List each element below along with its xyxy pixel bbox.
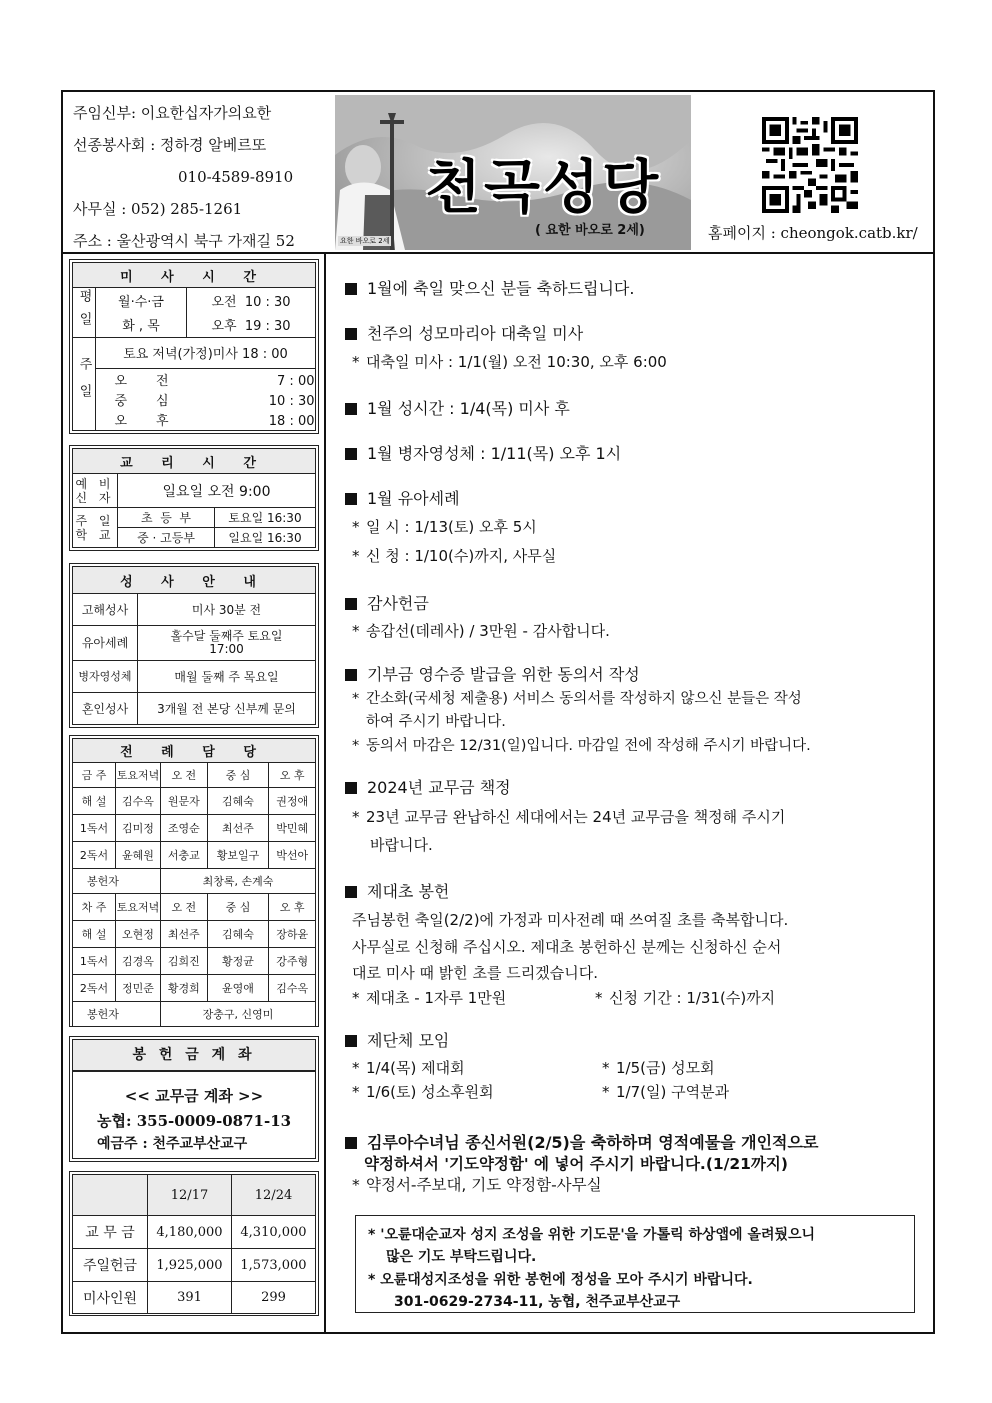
stats-value: 1,925,000 (148, 1249, 232, 1282)
pastor: 주임신부: 이요한십자가의요한 (73, 104, 272, 122)
news-line: * 대축일 미사 : 1/1(월) 오전 10:30, 오후 6:00 (352, 353, 667, 371)
account-heading: << 교무금 계좌 >> (124, 1087, 264, 1105)
mass-times-title: 미 사 시 간 (73, 263, 316, 288)
star-icon: * (352, 691, 360, 707)
news-sick-communion: 1월 병자영성체 : 1/11(목) 오후 1시 (345, 441, 621, 464)
star-icon: * (352, 738, 360, 754)
news-line: 바랍니다. (370, 836, 433, 854)
notice-account: 301-0629-2734-11, 농협, 천주교부산교구 (394, 1294, 681, 1310)
bullet-square-icon (345, 598, 357, 610)
liturgy-col-header: 중 심 (207, 894, 269, 921)
sunday-mass-time: 7 : 00 (277, 373, 315, 389)
liturgy-col-header: 토요저녁 (116, 894, 161, 921)
news-line: * 일 시 : 1/13(토) 오후 5시 (352, 518, 537, 536)
liturgy-cell: 김미정 (116, 815, 161, 842)
liturgy-col-header: 오 전 (161, 894, 208, 921)
liturgy-col-header: 오 후 (269, 894, 316, 921)
offering-label: 봉헌자 (73, 869, 161, 894)
offering-account-title-bar (72, 1039, 316, 1071)
banner-caption: 요한 바오로 2세 (340, 237, 390, 245)
liturgy-cell: 황보일구 (207, 842, 269, 869)
star-icon: * (602, 1083, 610, 1101)
school-group: 초 등 부 (118, 508, 215, 528)
sunday-mass-time: 10 : 30 (268, 394, 315, 409)
school-time: 토요일 16:30 (215, 508, 316, 528)
liturgy-role: 2독서 (73, 975, 116, 1002)
liturgy-cell: 장하윤 (269, 921, 316, 948)
liturgy-cell: 최선주 (161, 921, 208, 948)
stats-label: 미사인원 (73, 1282, 148, 1314)
news-paragraph: 주님봉헌 축일(2/2)에 가정과 미사전례 때 쓰여질 초를 축복합니다. (352, 911, 789, 929)
catechumen-label: 예 비 신 자 (73, 474, 118, 508)
liturgy-cell: 정민준 (116, 975, 161, 1002)
liturgy-cell: 조영순 (161, 815, 208, 842)
news-infant-baptism: 1월 유아세례 (345, 486, 460, 509)
stats-label: 교 무 금 (73, 1216, 148, 1249)
stats-value: 4,180,000 (148, 1216, 232, 1249)
liturgy-cell: 오현정 (116, 921, 161, 948)
star-icon: * (352, 808, 360, 826)
liturgy-cell: 박민혜 (269, 815, 316, 842)
weekday-days: 월·수·금 (96, 288, 187, 313)
news-line: * 1/7(일) 구역분과 (602, 1083, 730, 1101)
bullet-square-icon (345, 328, 357, 340)
patron-subtitle: ( 요한 바오로 2세) (535, 223, 645, 238)
church-name: 천곡성당 (425, 153, 662, 221)
liturgy-cell: 황경희 (161, 975, 208, 1002)
sacrament-info: 미사 30분 전 (138, 594, 316, 626)
weekday-label: 평일 (73, 288, 96, 337)
school-group: 중 · 고등부 (118, 528, 215, 548)
liturgy-role: 해 설 (73, 921, 116, 948)
catechism-title: 교 리 시 간 (73, 449, 316, 474)
notice-line: 많은 기도 부탁드립니다. (386, 1249, 537, 1265)
liturgy-col-header: 오 전 (161, 763, 208, 788)
star-icon: * (352, 622, 360, 640)
service-leader: 선종봉사회 : 정하경 알베르또 (73, 136, 267, 154)
bullet-square-icon (345, 283, 357, 295)
sunday-school-label: 주 일 학 교 (73, 508, 118, 548)
star-icon: * (352, 353, 360, 371)
star-icon: * (352, 547, 360, 565)
sacrament-info: 홀수달 둘째주 토요일 17:00 (138, 626, 316, 660)
offering-account-title: 봉 헌 금 계 좌 (132, 1047, 256, 1063)
stats-date: 12/24 (232, 1175, 316, 1216)
liturgy-title: 전 례 담 당 (73, 739, 316, 763)
liturgy-cell: 김수옥 (269, 975, 316, 1002)
star-icon: * (352, 1059, 360, 1077)
liturgy-cell: 윤영애 (207, 975, 269, 1002)
news-donation-receipt: 기부금 영수증 발급을 위한 동의서 작성 (345, 662, 640, 685)
news-paragraph: 대로 미사 때 밝힌 초를 드리겠습니다. (352, 964, 598, 982)
star-icon: * (352, 518, 360, 536)
sunday-mass-name: 오 전 (114, 373, 169, 389)
stats-value: 391 (148, 1282, 232, 1314)
news-line: 하여 주시기 바랍니다. (366, 714, 506, 730)
stats-value: 1,573,000 (232, 1249, 316, 1282)
sunday-label: 주일 (73, 337, 96, 430)
bullet-square-icon (345, 448, 357, 460)
star-icon: * (595, 989, 603, 1007)
news-solemnity: 천주의 성모마리아 대축일 미사 (345, 321, 583, 344)
liturgy-col-header: 금 주 (73, 763, 116, 788)
news-line: 약정하셔서 '기도약정함' 에 넣어 주시기 바랍니다.(1/21까지) (364, 1155, 788, 1173)
sacrament-name: 고해성사 (73, 594, 138, 626)
liturgy-cell: 김수옥 (116, 788, 161, 815)
account-holder: 예금주 : 천주교부산교구 (97, 1136, 248, 1152)
liturgy-cell: 원문자 (161, 788, 208, 815)
liturgy-role: 1독서 (73, 815, 116, 842)
liturgy-role: 2독서 (73, 842, 116, 869)
stats-date: 12/17 (148, 1175, 232, 1216)
liturgy-table (72, 738, 316, 1027)
saturday-evening-mass: 토요 저녁(가정)미사 18 : 00 (96, 337, 316, 369)
weekday-days: 화 , 목 (96, 312, 187, 337)
liturgy-cell: 서충교 (161, 842, 208, 869)
news-line: * 약정서-주보대, 기도 약정함-사무실 (352, 1176, 602, 1194)
mass-times-table (72, 262, 316, 431)
liturgy-cell: 윤혜원 (116, 842, 161, 869)
liturgy-col-header: 토요저녁 (116, 763, 161, 788)
news-thanks-offering: 감사헌금 (345, 591, 429, 614)
liturgy-col-header: 중 심 (207, 763, 269, 788)
news-line: * 제대초 - 1자루 1만원 (352, 989, 507, 1007)
sunday-mass-time: 18 : 00 (268, 414, 315, 430)
news-holy-hour: 1월 성시간 : 1/4(목) 미사 후 (345, 396, 570, 419)
liturgy-cell: 최선주 (207, 815, 269, 842)
news-line: * 신 청 : 1/10(수)까지, 사무실 (352, 547, 557, 565)
homepage-link[interactable]: 홈페이지 : cheongok.catb.kr/ (708, 224, 918, 242)
news-line: * 1/4(목) 제대회 (352, 1059, 465, 1077)
liturgy-cell: 강주형 (269, 948, 316, 975)
notice-line: * 오륜대성지조성을 위한 봉헌에 정성을 모아 주시기 바랍니다. (368, 1272, 753, 1288)
stats-value: 299 (232, 1282, 316, 1314)
news-line: * 송갑선(데레사) / 3만원 - 감사합니다. (352, 622, 610, 640)
news-line: * 1/5(금) 성모회 (602, 1059, 715, 1077)
news-line: * 1/6(토) 성소후원회 (352, 1083, 494, 1101)
news-birthday: 1월에 축일 맞으신 분들 축하드립니다. (345, 276, 634, 299)
star-icon: * (352, 989, 360, 1007)
sunday-mass-name: 중 심 (114, 394, 169, 409)
liturgy-cell: 김희진 (161, 948, 208, 975)
address: 주소 : 울산광역시 북구 가재길 52 (73, 232, 295, 250)
offering-names: 최창록, 손계숙 (161, 869, 316, 894)
church-info (73, 97, 328, 257)
notice-line: * '오륜대순교자 성지 조성을 위한 기도문'을 가톨릭 하상앱에 올려뒀으니 (368, 1227, 816, 1243)
star-icon: * (602, 1059, 610, 1077)
bullet-square-icon (345, 1035, 357, 1047)
catechism-table (72, 448, 316, 548)
news-final-vows: 김루아수녀님 종신서원(2/5)을 축하하며 영적예물을 개인적으로 (345, 1130, 818, 1153)
sacraments-title: 성 사 안 내 (73, 567, 316, 594)
offering-account-body (72, 1071, 316, 1159)
office-phone: 사무실 : 052) 285-1261 (73, 200, 243, 218)
offering-names: 장충구, 신영미 (161, 1002, 316, 1027)
bullet-square-icon (345, 782, 357, 794)
sacrament-name: 병자영성체 (73, 660, 138, 692)
news-line: * 간소화(국세청 제출용) 서비스 동의서를 작성하지 않으신 분들은 작성 (352, 691, 802, 707)
stats-value: 4,310,000 (232, 1216, 316, 1249)
catechumen-time: 일요일 오전 9:00 (118, 474, 316, 508)
news-groups-meeting: 제단체 모임 (345, 1028, 449, 1051)
news-line: * 신청 기간 : 1/31(수)까지 (595, 989, 776, 1007)
weekday-time: 오후 19 : 30 (187, 312, 316, 337)
school-time: 일요일 16:30 (215, 528, 316, 548)
news-line: * 23년 교무금 완납하신 세대에서는 24년 교무금을 책정해 주시기 (352, 808, 786, 826)
weekday-time: 오전 10 : 30 (187, 288, 316, 313)
column-divider (324, 252, 326, 1334)
bullet-square-icon (345, 1137, 357, 1149)
bullet-square-icon (345, 493, 357, 505)
liturgy-cell: 박선아 (269, 842, 316, 869)
sacrament-name: 유아세례 (73, 626, 138, 660)
news-altar-candles: 제대초 봉헌 (345, 879, 449, 902)
sacrament-info: 3개월 전 본당 신부께 문의 (138, 692, 316, 724)
liturgy-role: 해 설 (73, 788, 116, 815)
liturgy-cell: 김혜숙 (207, 788, 269, 815)
prayer-notice-box (355, 1215, 915, 1313)
news-line: * 동의서 마감은 12/31(일)입니다. 마감일 전에 작성해 주시기 바랍니다. (352, 738, 811, 754)
bullet-square-icon (345, 403, 357, 415)
bullet-square-icon (345, 669, 357, 681)
sacrament-name: 혼인성사 (73, 692, 138, 724)
liturgy-col-header: 오 후 (269, 763, 316, 788)
liturgy-cell: 김경옥 (116, 948, 161, 975)
qr-code-icon[interactable] (762, 117, 858, 213)
account-number[interactable]: 농협: 355-0009-0871-13 (97, 1112, 292, 1130)
star-icon: * (352, 1176, 360, 1194)
star-icon: * (352, 1083, 360, 1101)
sacraments-table (72, 566, 316, 725)
sacrament-info: 매월 둘째 주 목요일 (138, 660, 316, 692)
stats-corner (73, 1175, 148, 1216)
service-phone: 010-4589-8910 (178, 168, 294, 186)
liturgy-col-header: 차 주 (73, 894, 116, 921)
liturgy-role: 1독서 (73, 948, 116, 975)
liturgy-cell: 황정균 (207, 948, 269, 975)
news-contribution-2024: 2024년 교무금 책정 (345, 775, 511, 798)
sunday-mass-name: 오 후 (114, 414, 169, 430)
bullet-square-icon (345, 886, 357, 898)
offering-label: 봉헌자 (73, 1002, 161, 1027)
news-paragraph: 사무실로 신청해 주십시오. 제대초 봉헌하신 분께는 신청하신 순서 (352, 938, 782, 956)
stats-label: 주일헌금 (73, 1249, 148, 1282)
stats-table (72, 1174, 316, 1314)
liturgy-cell: 권정애 (269, 788, 316, 815)
liturgy-cell: 김혜숙 (207, 921, 269, 948)
